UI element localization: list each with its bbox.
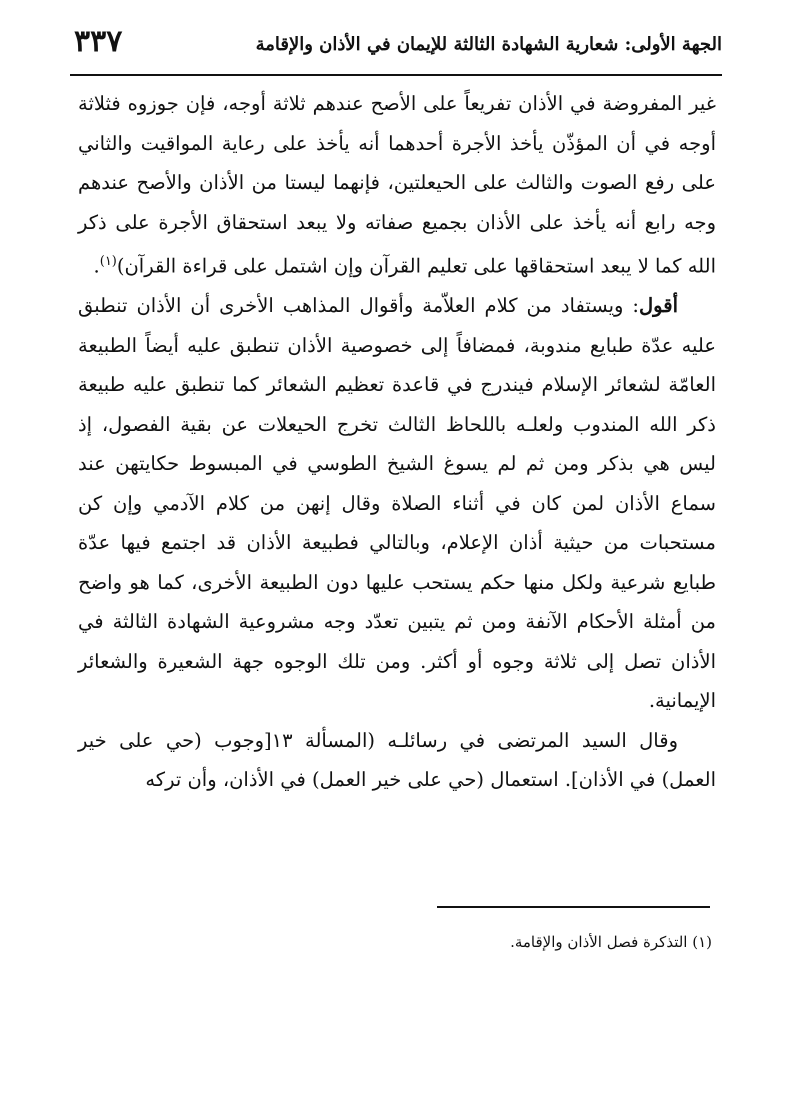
paragraph-1-end: .: [93, 254, 100, 278]
paragraph-2-keyword: أقول: [639, 294, 678, 317]
paragraph-2-text: : ويستفاد من كلام العلاّمة وأقوال المذاهب الأخرى أن الأذان تنطبق عليه عدّة طبايع مندوبة، فمضافاً إلى خصوصية الأذان تنطبق عليه أيضاً الطبيعة العامّة لشعائر الإسلام فيندرج في قاعدة تعظيم الشعائر كما تنطبق عليه طبيعة ذكر الله المندوب ولعلـه باللحاظ الثالث تخرج الحيعلات عن بقية الفصول، إذ ليس هي بذكر ومن ثم لم يسوغ الشيخ الطوسي في المبسوط حكايتهن عند سماع الأذان لمن كان في أثناء الصلاة وقال إنهن من كلام الآدمي وإن كن مستحبات من حيثية أذان الإعلام، وبالتالي فطبيعة الأذان قد اجتمع فيها عدّة طبايع شرعية ولكل منها حكم يستحب عليها دون الطبيعة الأخرى، كما هو واضح من أمثلة الأحكام الآنفة ومن ثم يتبين تعدّد وجه مشروعية الشهادة الثالثة في الأذان تصل إلى ثلاثة وجوه أو أكثر. ومن تلك الوجوه جهة الشعيرة والشعائر الإيمانية.: [78, 294, 716, 712]
main-text: [78, 84, 716, 800]
footnote-divider: [437, 906, 710, 908]
running-header: [70, 22, 722, 68]
header-divider: [70, 74, 722, 76]
paragraph-3-text: وقال السيد المرتضى في رسائلـه (المسألة ١٣[وجوب (حي على خير العمل) في الأذان]. استعمال (حي على خير العمل) في الأذان، وأن تركه: [78, 728, 716, 791]
paragraph-2: [78, 286, 716, 721]
paragraph-3: [78, 721, 716, 800]
paragraph-1-text: غير المفروضة في الأذان تفريعاً على الأصح عندهم ثلاثة أوجه، فإن جوزوه فثلاثة أوجه في أن المؤذّن يأخذ الأجرة أحدهما أنه يأخذ على رعاية المواقيت والثاني على رفع الصوت والثالث على الحيعلتين، فإنهما ليستا من الأذان والأصح عندهم وجه رابع أنه يأخذ على الأذان بجميع صفاته ولا يبعد استحقاق الأجرة على ذكر الله كما لا يبعد استحقاقها على تعليم القرآن وإن اشتمل على قراءة القرآن): [78, 92, 716, 278]
page-number: ٣٣٧: [74, 24, 123, 59]
paragraph-1: [78, 84, 716, 286]
footnote: [78, 930, 712, 954]
footnote-text: (١) التذكرة فصل الأذان والإقامة.: [510, 933, 712, 951]
header-title: الجهة الأولى: شعارية الشهادة الثالثة للإيمان في الأذان والإقامة: [255, 34, 722, 55]
footnote-reference: (١): [99, 254, 117, 269]
